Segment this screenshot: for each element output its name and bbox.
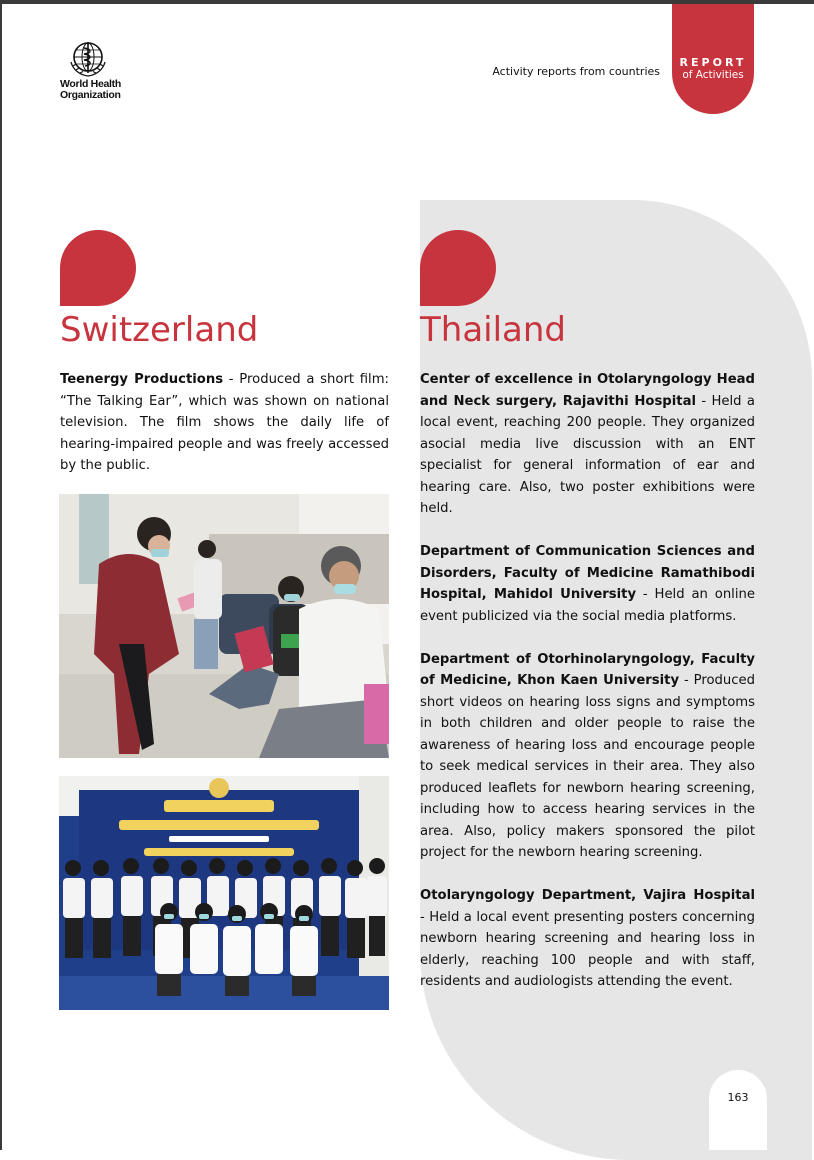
section-note: Activity reports from countries [492,65,660,78]
report-tab [672,4,754,114]
activity-description: - Held a local event presenting posters concerning newborn hearing screening and hearing loss in elderly, reaching 100 people and with staff, residents and audiologists attending the event. [420,909,755,989]
activity-description: - Held an online event publicized via the social media platforms. [420,587,755,624]
left-border [0,0,2,1150]
who-logo [60,40,124,101]
section-marker-thailand [420,230,496,306]
activity-paragraph [420,649,755,864]
report-tab-subtitle: of Activities [682,69,744,81]
organization-name: Otolaryngology Department, Vajira Hospital [420,888,755,903]
switzerland-text [60,369,389,498]
photo-group-event [59,776,389,1010]
country-title-thailand: Thailand [420,310,567,350]
activity-description: - Held a local event, reaching 200 people. They organized asocial media live discussion with an ENT specialist for general information of ear and hearing care. Also, two poster exhibitions were held. [420,393,755,516]
activity-description: - Produced a short film: “The Talking Ear”, which was shown on national television. The film shows the daily life of hearing-impaired people and was freely accessed by the public. [60,372,389,473]
who-emblem-icon [68,40,108,78]
activity-paragraph [60,369,389,477]
logo-line-1: World Health [60,78,121,90]
organization-name: Department of Otorhinolaryngology, Faculty of Medicine, Khon Kaen University [420,651,755,688]
country-title-switzerland: Switzerland [60,310,259,350]
activity-paragraph [420,369,755,520]
logo-line-2: Organization [60,89,121,101]
activity-paragraph [420,541,755,627]
section-marker-switzerland [60,230,136,306]
organization-name: Center of excellence in Otolaryngology Head and Neck surgery, Rajavithi Hospital [420,372,755,409]
activity-paragraph [420,885,755,993]
page-number-tab [709,1070,767,1150]
who-logo-text [60,79,124,101]
activity-description: - Produced short videos on hearing loss signs and symptoms in both children and older people to raise the awareness of hearing loss and encourage people to seek medical services in their area. They also produced leaflets for newborn hearing screening, including how to access hearing services in the area. Also, policy makers sponsored the pilot project for the newborn hearing screening. [420,673,755,860]
report-tab-title: REPORT [679,56,747,69]
page-number: 163 [727,1091,749,1104]
thailand-text [420,369,755,1014]
organization-name: Teenergy Productions [60,372,224,387]
organization-name: Department of Communication Sciences and Disorders, Faculty of Medicine Ramathibodi Hospital, Mahidol University [420,544,755,602]
photo-leaflet-distribution [59,494,389,758]
